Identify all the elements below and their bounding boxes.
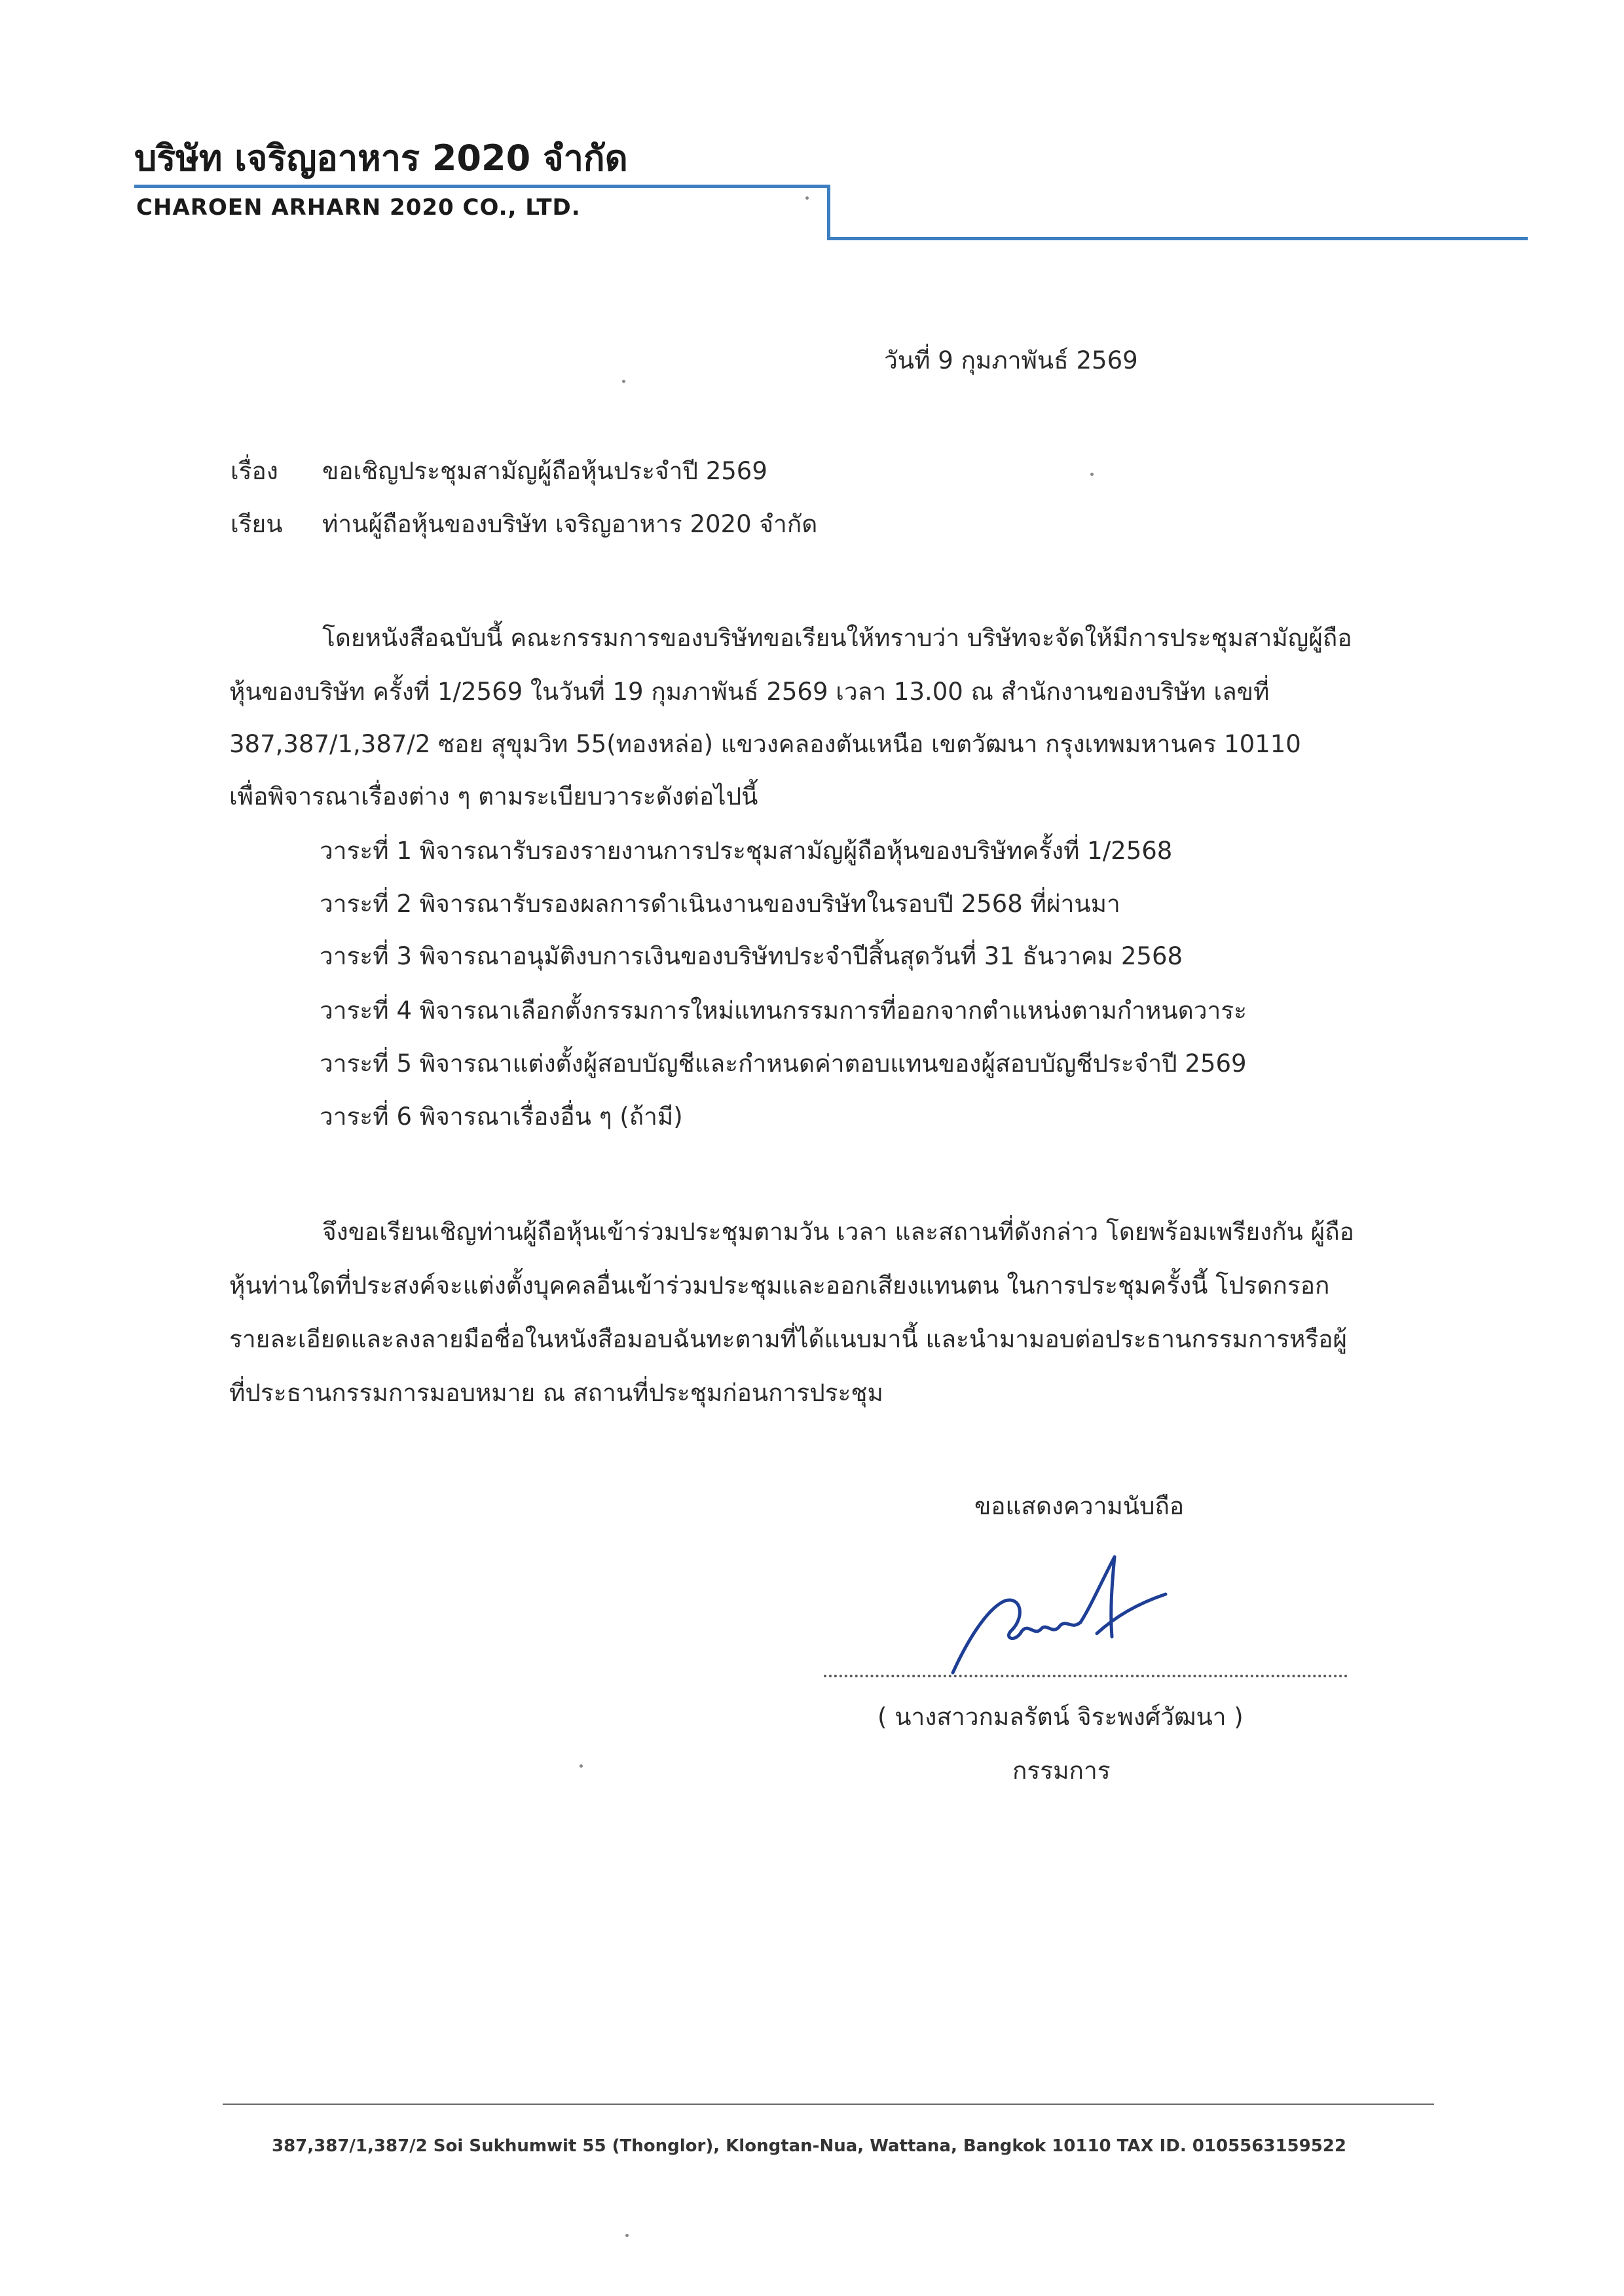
intro-line: โดยหนังสือฉบับนี้ คณะกรรมการของบริษัทขอเรียนให้ทราบว่า บริษัทจะจัดให้มีการประชุมสามัญผู้ถือ [322,624,1352,652]
closing-line: ที่ประธานกรรมการมอบหมาย ณ สถานที่ประชุมก่อนการประชุม [229,1379,883,1407]
subject-text: ขอเชิญประชุมสามัญผู้ถือหุ้นประจำปี 2569 [322,457,767,485]
closing-line: รายละเอียดและลงลายมือชื่อในหนังสือมอบฉันทะตามที่ได้แนบมานี้ และนำมามอบต่อประธานกรรมการหรือผู้ [229,1325,1348,1353]
addressee-label: เรียน [231,510,283,538]
subject-label: เรื่อง [231,457,278,485]
company-name-thai: บริษัท เจริญอาหาร 2020 จำกัด [134,137,628,179]
scan-speck [1090,473,1094,476]
scan-speck [622,380,625,383]
agenda-item: วาระที่ 1 พิจารณารับรองรายงานการประชุมสามัญผู้ถือหุ้นของบริษัทครั้งที่ 1/2568 [320,837,1173,865]
letterhead-rule-step [827,185,830,240]
signatory-position: กรรมการ [1012,1757,1111,1785]
letterhead-rule-left [134,185,830,188]
handwritten-signature [943,1545,1192,1683]
signatory-name: ( นางสาวกมลรัตน์ จิระพงศ์วัฒนา ) [877,1703,1244,1731]
agenda-item: วาระที่ 6 พิจารณาเรื่องอื่น ๆ (ถ้ามี) [320,1102,683,1131]
scan-speck [625,2234,629,2237]
regards-text: ขอแสดงความนับถือ [974,1492,1185,1520]
letter-date: วันที่ 9 กุมภาพันธ์ 2569 [884,346,1138,374]
closing-line: หุ้นท่านใดที่ประสงค์จะแต่งตั้งบุคคลอื่นเข้าร่วมประชุมและออกเสียงแทนตน ในการประชุมครั้งนี้ โปรดกรอก [229,1271,1330,1300]
intro-line: 387,387/1,387/2 ซอย สุขุมวิท 55(ทองหล่อ) แขวงคลองตันเหนือ เขตวัฒนา กรุงเทพมหานคร 10110 [229,730,1301,758]
agenda-item: วาระที่ 4 พิจารณาเลือกตั้งกรรมการใหม่แทนกรรมการที่ออกจากตำแหน่งตามกำหนดวาระ [320,996,1247,1025]
scan-speck [580,1764,583,1768]
intro-line: หุ้นของบริษัท ครั้งที่ 1/2569 ในวันที่ 19 กุมภาพันธ์ 2569 เวลา 13.00 ณ สำนักงานของบริษัท เลขที่ [229,678,1270,706]
agenda-item: วาระที่ 5 พิจารณาแต่งตั้งผู้สอบบัญชีและกำหนดค่าตอบแทนของผู้สอบบัญชีประจำปี 2569 [320,1049,1247,1078]
closing-line: จึงขอเรียนเชิญท่านผู้ถือหุ้นเข้าร่วมประชุมตามวัน เวลา และสถานที่ดังกล่าว โดยพร้อมเพรียงกัน ผู้ถือ [322,1218,1354,1246]
addressee-text: ท่านผู้ถือหุ้นของบริษัท เจริญอาหาร 2020 จำกัด [322,510,818,538]
signature-line [824,1675,1348,1677]
agenda-item: วาระที่ 3 พิจารณาอนุมัติงบการเงินของบริษัทประจำปีสิ้นสุดวันที่ 31 ธันวาคม 2568 [320,942,1183,970]
intro-line: เพื่อพิจารณาเรื่องต่าง ๆ ตามระเบียบวาระดังต่อไปนี้ [229,782,758,811]
letterhead-rule-right [827,237,1528,240]
scan-speck [805,196,809,200]
company-name-english: CHAROEN ARHARN 2020 CO., LTD. [136,194,581,221]
agenda-item: วาระที่ 2 พิจารณารับรองผลการดำเนินงานของบริษัทในรอบปี 2568 ที่ผ่านมา [320,890,1120,918]
footer-rule [223,2104,1434,2105]
footer-address: 387,387/1,387/2 Soi Sukhumwit 55 (Thonglor), Klongtan-Nua, Wattana, Bangkok 10110 TAX ID. 0105563159522 [272,2136,1346,2156]
